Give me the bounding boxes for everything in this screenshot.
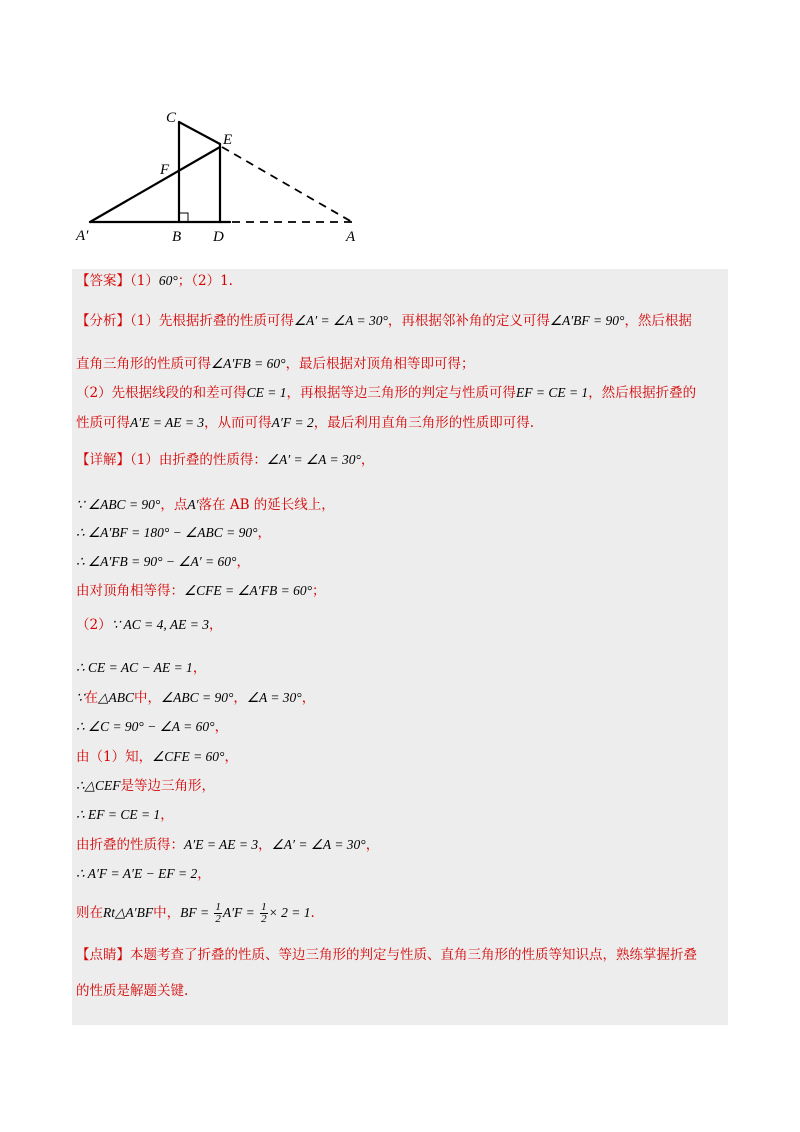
analysis-line-1: 【分析】（1）先根据折叠的性质可得∠A′ = ∠A = 30°，再根据邻补角的定义可得∠A′BF = 90°，然后根据 xyxy=(76,313,692,329)
comment-label: 【点睛】 xyxy=(76,947,130,963)
detail-line-14: ∴ A′F = A′E − EF = 2， xyxy=(76,866,211,882)
analysis-line-3: （2）先根据线段的和差可得CE = 1，再根据等边三角形的判定与性质可得EF = CE = 1，然后根据折叠的 xyxy=(76,385,697,401)
dashed-segment-e-a xyxy=(222,147,352,222)
label-a-prime: A′ xyxy=(76,228,89,244)
detail-line-15: 则在Rt△A′BF中，BF = $\frac{1}{2}$ A′F = $\frac{1}{2}$ × 2 = 1. xyxy=(76,901,315,925)
detail-label: 【详解】 xyxy=(76,452,130,468)
detail-line-1: 【详解】（1）由折叠的性质得：∠A′ = ∠A = 30°， xyxy=(76,452,375,468)
segment-a-prime-e xyxy=(90,147,220,222)
label-f: F xyxy=(160,162,170,178)
detail-line-10: 由（1）知，∠CFE = 60°， xyxy=(76,749,238,765)
label-d: D xyxy=(213,229,224,245)
answer-line: 【答案】（1）60°；（2）1. xyxy=(76,273,233,289)
label-b: B xyxy=(172,229,182,245)
comment-line-1: 【点睛】本题考查了折叠的性质、等边三角形的判定与性质、直角三角形的性质等知识点，熟练掌握折叠 xyxy=(76,947,697,963)
analysis-line-2: 直角三角形的性质可得∠A′FB = 60°，最后根据对顶角相等即可得； xyxy=(76,356,475,372)
detail-line-12: ∴ EF = CE = 1， xyxy=(76,807,174,823)
detail-line-9: ∴ ∠C = 90° − ∠A = 60°， xyxy=(76,719,229,735)
detail-line-13: 由折叠的性质得：A′E = AE = 3，∠A′ = ∠A = 30°， xyxy=(76,837,380,853)
detail-line-6: （2）∵ AC = 4, AE = 3， xyxy=(76,617,223,633)
detail-line-3: ∴ ∠A′BF = 180° − ∠ABC = 90°， xyxy=(76,525,271,541)
detail-line-4: ∴ ∠A′FB = 90° − ∠A′ = 60°， xyxy=(76,554,250,570)
right-angle-mark xyxy=(179,213,188,222)
fraction-one-half: $\frac{1}{2}$ xyxy=(215,901,221,925)
comment-line-2: 的性质是解题关键. xyxy=(76,983,189,999)
label-c: C xyxy=(166,110,177,126)
detail-line-7: ∴ CE = AC − AE = 1， xyxy=(76,660,207,676)
answer-label: 【答案】 xyxy=(76,273,130,289)
analysis-label: 【分析】 xyxy=(76,313,130,329)
fraction-one-half-2: $\frac{1}{2}$ xyxy=(261,901,267,925)
label-a: A xyxy=(346,229,356,245)
detail-line-5: 由对顶角相等得：∠CFE = ∠A′FB = 60°； xyxy=(76,583,326,599)
detail-line-8: ∵在△ABC中，∠ABC = 90°，∠A = 30°， xyxy=(76,690,316,706)
label-e: E xyxy=(223,132,233,148)
analysis-line-4: 性质可得A′E = AE = 3，从而可得A′F = 2，最后利用直角三角形的性质即可得. xyxy=(76,415,535,431)
detail-line-2: ∵ ∠ABC = 90°，点A′落在 AB 的延长线上， xyxy=(76,497,335,513)
segment-c-e xyxy=(179,122,220,144)
detail-line-11: ∴△CEF是等边三角形， xyxy=(76,778,215,794)
triangle-figure xyxy=(70,102,370,247)
